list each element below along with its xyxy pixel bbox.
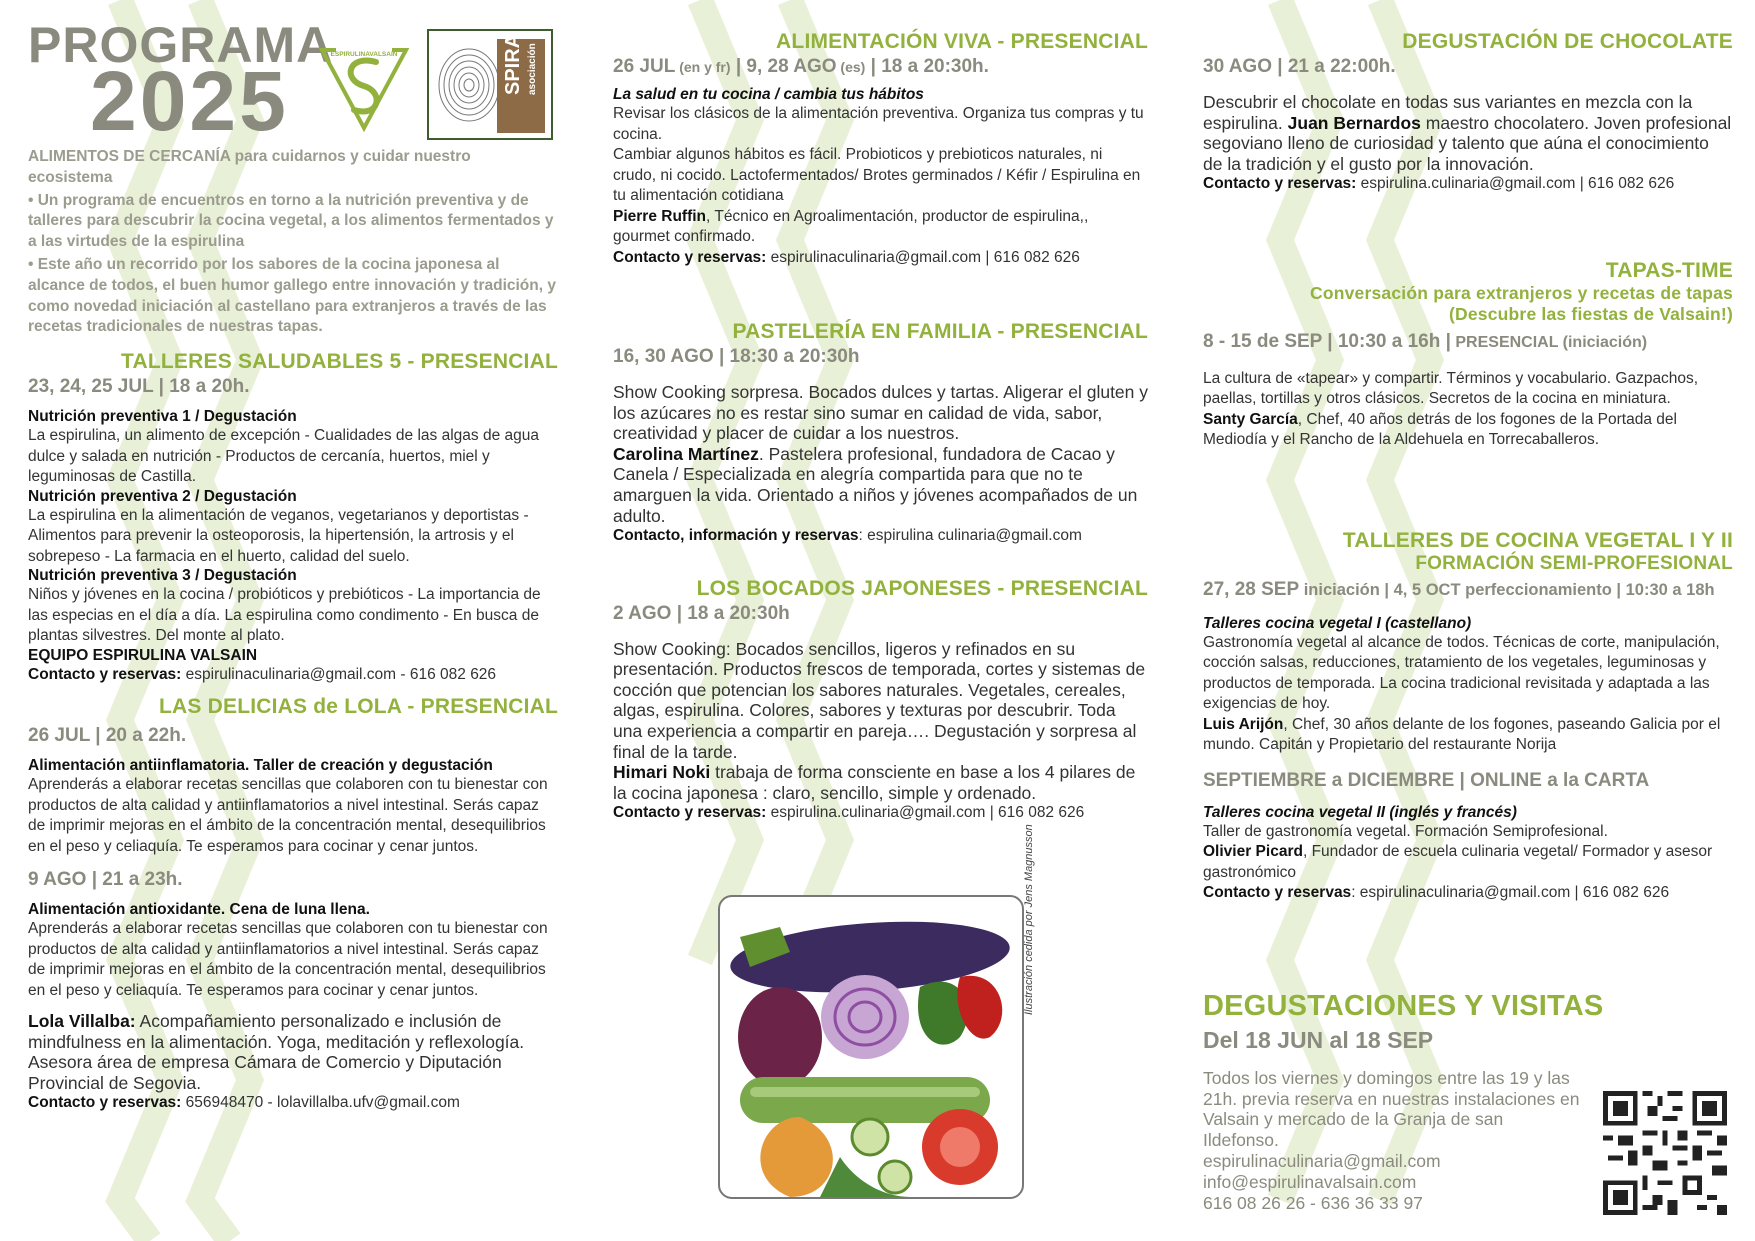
vegetal-date bbox=[1203, 579, 1733, 601]
contact-value[interactable]: espirulinaculinaria@gmail.com - 616 082 626 bbox=[181, 665, 497, 683]
viva-heading: ALIMENTACIÓN VIVA - PRESENCIAL bbox=[776, 30, 1148, 53]
contact-value[interactable]: : espirulina culinaria@gmail.com bbox=[858, 527, 1082, 545]
espirulina-valsain-logo bbox=[318, 40, 410, 132]
taller-1-title: Nutrición preventiva 1 / Degustación bbox=[28, 408, 297, 425]
visitas-date: Del 18 JUN al 18 SEP bbox=[1203, 1026, 1434, 1053]
vegetal-s2-bio-text: , Fundador de escuela culinaria vegetal/ Formador y asesor gastronómico bbox=[1203, 843, 1713, 881]
intro-lead: ALIMENTOS DE CERCANÍA para cuidarnos y cuidar nuestro ecosistema bbox=[28, 148, 471, 186]
lola-session-1-title: Alimentación antiinflamatoria. Taller de creación y degustación bbox=[28, 757, 493, 774]
lola-session-2-title: Alimentación antioxidante. Cena de luna llena. bbox=[28, 901, 370, 918]
viva-contact bbox=[613, 248, 1148, 269]
vegetal-session-1-body: Gastronomía vegetal al alcance de todos. Técnicas de corte, manipulación, cocción salsas, reducciones, tratamiento de los vegetales, leguminosas y productos de temporada. La cocina tradicional revisitada y adaptada a las exigencias de hoy. bbox=[1203, 633, 1720, 713]
taller-2-title: Nutrición preventiva 2 / Degustación bbox=[28, 487, 297, 505]
contact-label: Contacto y reservas: bbox=[28, 665, 182, 683]
lola-date-1: 26 JUL | 20 a 22h. bbox=[28, 725, 187, 746]
logo2-line2: asociación bbox=[527, 43, 539, 95]
chocolate-bio-name: Juan Bernardos bbox=[1287, 112, 1421, 133]
viva-body-2: Cambiar algunos hábitos es fácil. Probioticos y prebioticos naturales, ni crudo, ni cocido. Lactofermentados/ Brotes germinados / Kéfir / Espirulina en tu alimentación cotidiana bbox=[613, 146, 1141, 204]
tapas-bio-name: Santy García bbox=[1203, 410, 1298, 428]
talleres-contact bbox=[28, 665, 558, 686]
viva-date-b: | 9, 28 AGO bbox=[730, 56, 837, 77]
intro-bullet-2: • Este año un recorrido por los sabores de la cocina japonesa al alcance de todos, el buen humor gallego entre innovación y tradición, y como novedad iniciación al castellano para extranjeros a través de las recetas tradicionales de nuestras tapas. bbox=[28, 255, 556, 336]
vegetal-s1-bio-name: Luis Arijón bbox=[1203, 715, 1284, 733]
contact-label: Contacto y reservas: bbox=[613, 804, 767, 822]
svg-text:ESPIRULINAVALSAIN: ESPIRULINAVALSAIN bbox=[330, 51, 398, 58]
talleres-heading: TALLERES SALUDABLES 5 - PRESENCIAL bbox=[121, 350, 558, 373]
lola-bio bbox=[28, 1011, 558, 1093]
viva-date-a-lang: (en y fr) bbox=[675, 59, 731, 75]
lola-heading: LAS DELICIAS de LOLA - PRESENCIAL bbox=[158, 695, 558, 718]
viva-date-c: | 18 a 20:30h. bbox=[865, 56, 989, 77]
tapas-date bbox=[1203, 331, 1733, 353]
program-title-label: PROGRAMA bbox=[28, 17, 334, 73]
visitas-info bbox=[1203, 1068, 1583, 1214]
vegetables-illustration bbox=[718, 895, 1024, 1199]
contact-label: Contacto y reservas: bbox=[613, 248, 767, 266]
tapas-date-mode: PRESENCIAL (iniciación) bbox=[1450, 333, 1648, 351]
pasteleria-bio bbox=[613, 444, 1148, 526]
contact-label: Contacto y reservas bbox=[1203, 884, 1352, 902]
vegetal-session-2-title: Talleres cocina vegetal II (inglés y francés) bbox=[1203, 803, 1517, 821]
japoneses-bio bbox=[613, 762, 1148, 803]
contact-label: Contacto, información y reservas bbox=[613, 527, 859, 545]
lola-date-2: 9 AGO | 21 a 23h. bbox=[28, 869, 183, 890]
pasteleria-contact bbox=[613, 526, 1148, 547]
taller-3-title: Nutrición preventiva 3 / Degustación bbox=[28, 567, 297, 584]
chocolate-date: 30 AGO | 21 a 22:00h. bbox=[1203, 56, 1396, 77]
vegetal-subheading: FORMACIÓN SEMI-PROFESIONAL bbox=[1415, 552, 1733, 574]
talleres-team: EQUIPO ESPIRULINA VALSAIN bbox=[28, 646, 258, 664]
visitas-email-2[interactable]: info@espirulinavalsain.com bbox=[1203, 1171, 1417, 1192]
japoneses-bio-name: Himari Noki bbox=[613, 762, 711, 783]
lola-bio-text: Acompañamiento personalizado e inclusión de mindfulness en la alimentación. Yoga, meditación y reflexología. Asesora área de empresa Cámara de Comercio y Diputación Provincial de Segovia. bbox=[28, 1011, 525, 1093]
vegetal-heading: TALLERES DE COCINA VEGETAL I Y II bbox=[1342, 528, 1733, 552]
visitas-heading: DEGUSTACIONES Y VISITAS bbox=[1203, 989, 1604, 1022]
vegetal-contact bbox=[1203, 883, 1733, 904]
pasteleria-heading: PASTELERÍA EN FAMILIA - PRESENCIAL bbox=[732, 320, 1148, 343]
chocolate-body-b: maestro chocolatero. Joven profesional segoviano lleno de curiosidad y talento que aúna el conocimiento de la tradición y el gusto por la innovación. bbox=[1203, 112, 1732, 174]
tapas-heading: TAPAS-TIME bbox=[1605, 258, 1733, 282]
contact-value[interactable]: espirulina.culinaria@gmail.com | 616 082 626 bbox=[766, 804, 1085, 822]
visitas-email-1[interactable]: espirulinaculinaria@gmail.com bbox=[1203, 1151, 1441, 1172]
taller-3-body: Niños y jóvenes en la cocina / probióticos y prebióticos - La importancia de las especias en el día a día. La espirulina como condimento - En busca de plantas silvestres. Del monte al plato. bbox=[28, 586, 541, 644]
chocolate-body bbox=[1203, 92, 1733, 174]
logo2-line1: SPIRA bbox=[501, 33, 524, 95]
illustration-credit: Ilustración cedida por Jens Magnusson bbox=[1023, 824, 1035, 1015]
contact-value[interactable]: espirulina.culinaria@gmail.com | 616 082 626 bbox=[1356, 175, 1675, 193]
vegetables-drawing bbox=[720, 897, 1022, 1197]
program-year: 2025 bbox=[90, 54, 289, 148]
vegetal-date-a: 27, 28 SEP bbox=[1203, 578, 1300, 600]
vegetal-date-b: iniciación | 4, 5 OCT perfeccionamiento | 10:30 a 18h bbox=[1299, 580, 1715, 599]
japoneses-heading: LOS BOCADOS JAPONESES - PRESENCIAL bbox=[696, 576, 1148, 600]
pasteleria-date: 16, 30 AGO | 18:30 a 20:30h bbox=[613, 346, 860, 367]
japoneses-body: Show Cooking: Bocados sencillos, ligeros y refinados en su presentación. Productos frescos de temporada, cortes y sistemas de cocción que potencian los sabores naturales. Vegetales, cereales, algas, espirulina. Colores, sabores y texturas por descubrir. Toda una experiencia a compartir en pareja…. Degustación y sorpresa al final de la tarde. bbox=[613, 638, 1146, 762]
viva-date bbox=[613, 56, 1148, 78]
tree-rings-icon bbox=[437, 45, 501, 125]
tapas-date-main: 8 - 15 de SEP | 10:30 a 16h | bbox=[1203, 330, 1451, 352]
tapas-body: La cultura de «tapear» y compartir. Términos y vocabulario. Gazpachos, paellas, tortillas y otros clásicos. Secretos de la cocina en miniatura. bbox=[1203, 369, 1699, 408]
contact-value[interactable]: 656948470 - lolavillalba.ufv@gmail.com bbox=[181, 1094, 460, 1112]
visitas-phones: 616 08 26 26 - 636 36 33 97 bbox=[1203, 1192, 1423, 1213]
japoneses-contact bbox=[613, 803, 1148, 824]
vegetal-online: SEPTIEMBRE a DICIEMBRE | ONLINE a la CARTA bbox=[1203, 769, 1650, 791]
pasteleria-body: Show Cooking sorpresa. Bocados dulces y tartas. Aligerar el gluten y los azúcares no es restar sino sumar en calidad de vida, sabor, creatividad y placer de cuidar a los nuestros. bbox=[613, 382, 1149, 444]
intro-block bbox=[28, 147, 558, 340]
column-left bbox=[28, 350, 558, 1114]
lola-contact bbox=[28, 1093, 558, 1114]
contact-label: Contacto y reservas: bbox=[1203, 175, 1357, 193]
viva-bio-name: Pierre Ruffin bbox=[613, 207, 707, 225]
tapas-bio bbox=[1203, 410, 1733, 451]
pasteleria-bio-name: Carolina Martínez bbox=[613, 443, 759, 464]
intro-bullet-1: • Un programa de encuentros en torno a la nutrición preventiva y de talleres para descubrir la cocina vegetal, a los alimentos fermentados y a las virtudes de la espirulina bbox=[28, 191, 554, 251]
tapas-subtitle-2: (Descubre las fiestas de Valsain!) bbox=[1448, 303, 1733, 324]
vegetal-session-1-bio bbox=[1203, 715, 1733, 756]
taller-2-body: La espirulina en la alimentación de veganos, vegetarianos y deportistas - Alimentos para prevenir la osteoporosis, la hipertensión, la artrosis y el sobrepeso - La farmacia en el huerto, calidad del suelo. bbox=[28, 506, 529, 565]
chocolate-contact bbox=[1203, 174, 1733, 195]
spira-asociacion-logo bbox=[427, 29, 553, 140]
talleres-date: 23, 24, 25 JUL | 18 a 20h. bbox=[28, 376, 250, 397]
chocolate-body-a: Descubrir el chocolate en todas sus variantes en mezcla con la espirulina. bbox=[1203, 92, 1693, 133]
lola-session-2-body: Aprenderás a elaborar recetas sencillas que colaboren con tu bienestar con productos de alta calidad y antiinflamatorios a nivel intestinal. Serás capaz de imprimir mejoras en el ámbito de la concentración mental, desequilibrios en el peso y celiaquía. Te esperamos para cocinar y cenar juntos. bbox=[28, 920, 548, 999]
japoneses-bio-text: trabaja de forma consciente en base a los 4 pilares de la cocina japonesa : claro, sencillo, simple y ordenado. bbox=[613, 762, 1136, 803]
viva-date-a: 26 JUL bbox=[613, 56, 676, 77]
visitas-body: Todos los viernes y domingos entre las 19 y las 21h. previa reserva en nuestras instalaciones en Valsain y mercado de la Granja de san Ildefonso. bbox=[1203, 1067, 1580, 1151]
chocolate-heading: DEGUSTACIÓN DE CHOCOLATE bbox=[1402, 30, 1733, 53]
pasteleria-bio-text: . Pastelera profesional, fundadora de Cacao y Canela / Especializada en alegría compartida para que no te amarguen la vida. Orientado a niños y jóvenes acompañados de un adulto. bbox=[613, 443, 1138, 526]
vegetal-s1-bio-text: , Chef, 30 años delante de los fogones, paseando Galicia por el mundo. Capitán y Propietario del restaurante Norija bbox=[1203, 715, 1721, 754]
contact-value[interactable]: espirulinaculinaria@gmail.com | 616 082 626 bbox=[766, 248, 1080, 266]
tapas-subtitle-1: Conversación para extranjeros y recetas de tapas bbox=[1310, 282, 1733, 303]
viva-bio bbox=[613, 207, 1148, 248]
taller-1-body: La espirulina, un alimento de excepción - Cualidades de las algas de agua dulce y salada en nutrición - Productos de cercanía, huertos, miel y leguminosas de Castilla. bbox=[28, 427, 539, 485]
contact-value[interactable]: : espirulinaculinaria@gmail.com | 616 082 626 bbox=[1351, 884, 1670, 902]
viva-date-b-lang: (es) bbox=[836, 59, 866, 75]
column-middle bbox=[613, 30, 1148, 824]
vegetal-session-1-title: Talleres cocina vegetal I (castellano) bbox=[1203, 614, 1472, 632]
lola-session-1-body: Aprenderás a elaborar recetas sencillas que colaboren con tu bienestar con productos de alta calidad y antiinflamatorios a nivel intestinal. Serás capaz de imprimir mejoras en el ámbito de la concentración mental, desequilibrios en el peso y celiaquía. Te esperamos para cocinar y cenar juntos. bbox=[28, 776, 548, 855]
contact-label: Contacto y reservas: bbox=[28, 1094, 182, 1112]
lola-bio-name: Lola Villalba: bbox=[28, 1011, 136, 1031]
viva-bio-text: , Técnico en Agroalimentación, productor de espirulina,, gourmet confirmado. bbox=[613, 207, 1089, 245]
japoneses-date: 2 AGO | 18 a 20:30h bbox=[613, 602, 790, 624]
viva-subtitle: La salud en tu cocina / cambia tus hábitos bbox=[613, 86, 924, 103]
column-right bbox=[1203, 30, 1733, 1213]
vegetal-s2-bio-name: Olivier Picard bbox=[1203, 843, 1303, 861]
vegetal-session-2-bio bbox=[1203, 842, 1733, 883]
viva-body-1: Revisar los clásicos de la alimentación preventiva. Organiza tus compras y tu cocina. bbox=[613, 105, 1144, 143]
tapas-bio-text: , Chef, 40 años detrás de los fogones de la Portada del Mediodía y el Rancho de la Aldehuela en Torrecaballeros. bbox=[1203, 410, 1677, 449]
vegetal-session-2-body: Taller de gastronomía vegetal. Formación Semiprofesional. bbox=[1203, 822, 1608, 840]
